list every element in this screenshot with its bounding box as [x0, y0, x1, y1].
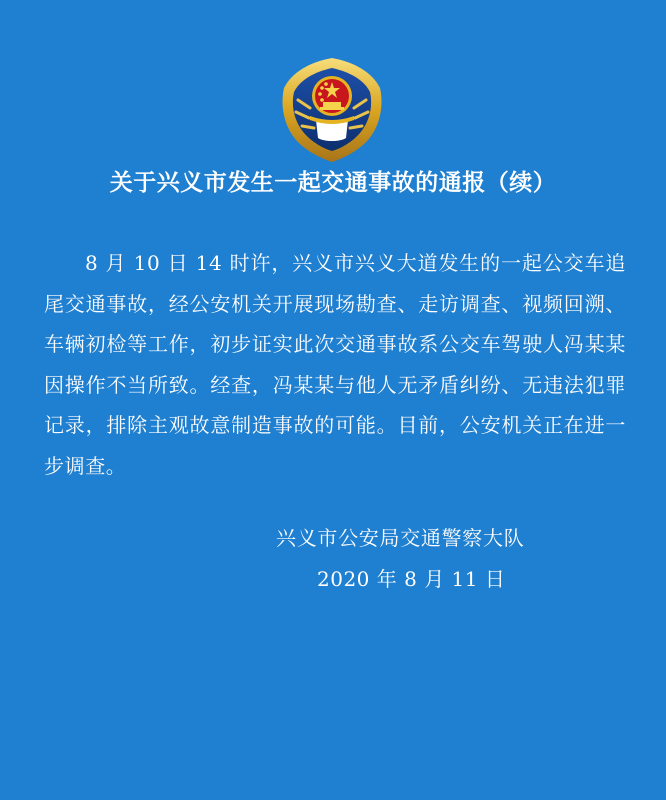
signature-organization: 兴义市公安局交通警察大队 — [276, 526, 525, 550]
notice-title: 关于兴义市发生一起交通事故的通报（续） — [109, 169, 557, 196]
police-emblem-icon — [276, 54, 388, 166]
notice-body: 8 月 10 日 14 时许，兴义市兴义大道发生的一起公交车追尾交通事故，经公安机关开展现场勘查、走访调查、视频回溯、车辆初检等工作，初步证实此次交通事故系公交车驾驶人冯某某因操作不当所致。经查，冯某某与他人无矛盾纠纷、无违法犯罪记录，排除主观故意制造事故的可能。目前，公安机关正在进一步调查。 — [44, 251, 626, 478]
signature-date: 2020 年 8 月 11 日 — [317, 567, 506, 591]
